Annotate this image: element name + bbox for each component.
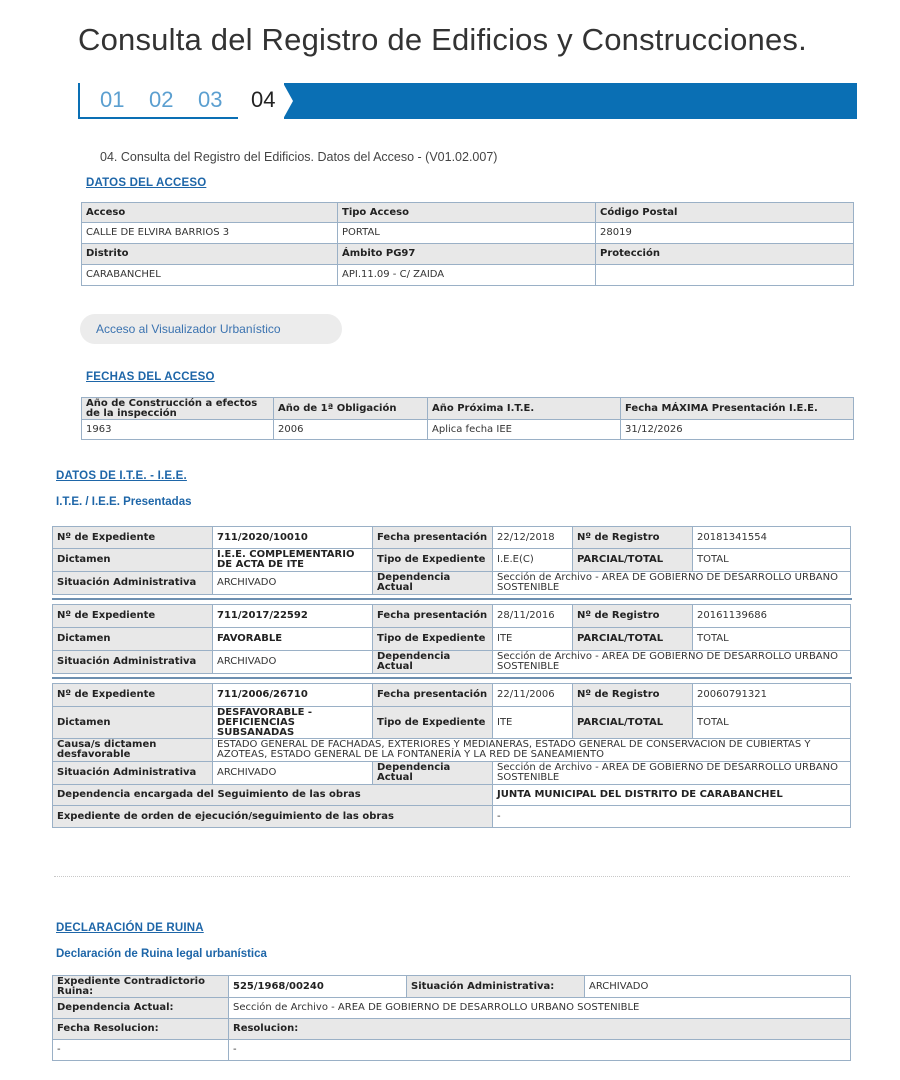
- table-row: [82, 244, 854, 265]
- table-row: [53, 605, 851, 628]
- table-row: [82, 265, 854, 286]
- ruina-legal-label: Declaración de Ruina legal urbanística: [56, 948, 267, 960]
- anio-construccion-value: 1963: [82, 420, 274, 440]
- anio-obligacion-value: 2006: [274, 420, 428, 440]
- datos-ite-link[interactable]: DATOS DE I.T.E. - I.E.E.: [56, 470, 187, 482]
- situacion-label: Situación Administrativa: [53, 762, 213, 785]
- ite-block-3: [52, 683, 851, 828]
- situacion-label: Situación Administrativa: [53, 651, 213, 674]
- table-row: [53, 1040, 851, 1061]
- table-row: [53, 998, 851, 1019]
- ite-block-2: [52, 604, 851, 674]
- dictamen-value: I.E.E. COMPLEMENTARIO DE ACTA DE ITE: [213, 549, 373, 572]
- anio-proxima-ite-value: Aplica fecha IEE: [428, 420, 621, 440]
- table-row: [53, 785, 851, 806]
- section-divider: [54, 876, 850, 877]
- tipo-label: Tipo de Expediente: [373, 549, 493, 572]
- expediente-value[interactable]: 711/2017/22592: [213, 605, 373, 628]
- parcial-value: TOTAL: [693, 707, 851, 739]
- expediente-orden-label: Expediente de orden de ejecución/seguimiento de las obras: [53, 806, 493, 828]
- dependencia-value: Sección de Archivo - AREA DE GOBIERNO DE DESARROLLO URBANO SOSTENIBLE: [493, 572, 851, 595]
- acceso-value: CALLE DE ELVIRA BARRIOS 3: [82, 223, 338, 244]
- tipo-acceso-header: Tipo Acceso: [338, 203, 596, 223]
- table-row: [53, 549, 851, 572]
- table-row: [82, 420, 854, 440]
- tipo-label: Tipo de Expediente: [373, 628, 493, 651]
- parcial-label: PARCIAL/TOTAL: [573, 628, 693, 651]
- table-row: [53, 527, 851, 549]
- ruina-expediente-value: 525/1968/00240: [229, 976, 407, 998]
- fecha-label: Fecha presentación: [373, 527, 493, 549]
- dependencia-label: Dependencia Actual: [373, 762, 493, 785]
- table-row: [53, 707, 851, 739]
- acceso-table: [81, 202, 854, 286]
- tipo-value: ITE: [493, 707, 573, 739]
- declaracion-ruina-link[interactable]: DECLARACIÓN DE RUINA: [56, 922, 204, 934]
- anio-proxima-ite-header: Año Próxima I.T.E.: [428, 398, 621, 420]
- fecha-label: Fecha presentación: [373, 684, 493, 707]
- table-row: [53, 572, 851, 595]
- acceso-header: Acceso: [82, 203, 338, 223]
- registro-value: 20161139686: [693, 605, 851, 628]
- dependencia-label: Dependencia Actual: [373, 651, 493, 674]
- dictamen-label: Dictamen: [53, 707, 213, 739]
- tipo-label: Tipo de Expediente: [373, 707, 493, 739]
- ruina-resolucion-value: -: [229, 1040, 851, 1061]
- registro-label: Nº de Registro: [573, 527, 693, 549]
- fecha-value: 22/11/2006: [493, 684, 573, 707]
- ruina-situacion-value: ARCHIVADO: [585, 976, 851, 998]
- distrito-header: Distrito: [82, 244, 338, 265]
- expediente-label: Nº de Expediente: [53, 527, 213, 549]
- dependencia-value: Sección de Archivo - AREA DE GOBIERNO DE DESARROLLO URBANO SOSTENIBLE: [493, 762, 851, 785]
- table-row: [53, 684, 851, 707]
- page-subtitle: 04. Consulta del Registro del Edificios. Datos del Acceso - (V01.02.007): [100, 150, 498, 164]
- tipo-value: I.E.E(C): [493, 549, 573, 572]
- tipo-acceso-value: PORTAL: [338, 223, 596, 244]
- anio-construccion-header: Año de Construcción a efectos de la inspección: [82, 398, 274, 420]
- visualizador-urbanistico-button[interactable]: Acceso al Visualizador Urbanístico: [80, 314, 342, 344]
- registro-value: 20181341554: [693, 527, 851, 549]
- table-row: [82, 398, 854, 420]
- ruina-situacion-label: Situación Administrativa:: [407, 976, 585, 998]
- page-title: Consulta del Registro de Edificios y Construcciones.: [78, 22, 807, 57]
- step-02[interactable]: 02: [149, 87, 174, 112]
- table-row: [53, 806, 851, 828]
- fecha-label: Fecha presentación: [373, 605, 493, 628]
- fecha-value: 28/11/2016: [493, 605, 573, 628]
- table-row: [53, 976, 851, 998]
- ruina-table: [52, 975, 851, 1061]
- distrito-value: CARABANCHEL: [82, 265, 338, 286]
- parcial-label: PARCIAL/TOTAL: [573, 549, 693, 572]
- fecha-maxima-header: Fecha MÁXIMA Presentación I.E.E.: [621, 398, 854, 420]
- causa-label: Causa/s dictamen desfavorable: [53, 739, 213, 762]
- ruina-fecha-label: Fecha Resolucion:: [53, 1019, 229, 1040]
- table-row: [53, 762, 851, 785]
- parcial-label: PARCIAL/TOTAL: [573, 707, 693, 739]
- registro-value: 20060791321: [693, 684, 851, 707]
- expediente-value[interactable]: 711/2006/26710: [213, 684, 373, 707]
- table-row: [82, 203, 854, 223]
- codigo-postal-value: 28019: [596, 223, 854, 244]
- ruina-dependencia-label: Dependencia Actual:: [53, 998, 229, 1019]
- expediente-label: Nº de Expediente: [53, 684, 213, 707]
- situacion-label: Situación Administrativa: [53, 572, 213, 595]
- ambito-header: Ámbito PG97: [338, 244, 596, 265]
- dictamen-label: Dictamen: [53, 628, 213, 651]
- step-indicator: [78, 83, 857, 119]
- codigo-postal-header: Código Postal: [596, 203, 854, 223]
- ruina-resolucion-label: Resolucion:: [229, 1019, 851, 1040]
- fechas-acceso-link[interactable]: FECHAS DEL ACCESO: [86, 371, 215, 383]
- registro-label: Nº de Registro: [573, 605, 693, 628]
- fecha-value: 22/12/2018: [493, 527, 573, 549]
- proteccion-header: Protección: [596, 244, 854, 265]
- dependencia-seguimiento-label: Dependencia encargada del Seguimiento de las obras: [53, 785, 493, 806]
- proteccion-value: [596, 265, 854, 286]
- dictamen-label: Dictamen: [53, 549, 213, 572]
- ambito-value: API.11.09 - C/ ZAIDA: [338, 265, 596, 286]
- ruina-dependencia-value: Sección de Archivo - AREA DE GOBIERNO DE DESARROLLO URBANO SOSTENIBLE: [229, 998, 851, 1019]
- situacion-value: ARCHIVADO: [213, 651, 373, 674]
- dependencia-label: Dependencia Actual: [373, 572, 493, 595]
- parcial-value: TOTAL: [693, 628, 851, 651]
- situacion-value: ARCHIVADO: [213, 762, 373, 785]
- step-01[interactable]: 01: [100, 87, 125, 112]
- ruina-expediente-label: Expediente Contradictorio Ruina:: [53, 976, 229, 998]
- situacion-value: ARCHIVADO: [213, 572, 373, 595]
- datos-acceso-link[interactable]: DATOS DEL ACCESO: [86, 177, 207, 189]
- fecha-maxima-value: 31/12/2026: [621, 420, 854, 440]
- tipo-value: ITE: [493, 628, 573, 651]
- step-04: 04: [251, 87, 276, 112]
- table-row: [53, 739, 851, 762]
- dictamen-value: DESFAVORABLE - DEFICIENCIAS SUBSANADAS: [213, 707, 373, 739]
- anio-obligacion-header: Año de 1ª Obligación: [274, 398, 428, 420]
- fechas-table: [81, 397, 854, 440]
- table-row: [53, 1019, 851, 1040]
- dictamen-value: FAVORABLE: [213, 628, 373, 651]
- expediente-value[interactable]: 711/2020/10010: [213, 527, 373, 549]
- expediente-label: Nº de Expediente: [53, 605, 213, 628]
- causa-value: ESTADO GENERAL DE FACHADAS, EXTERIORES Y MEDIANERAS, ESTADO GENERAL DE CONSERVACIÓN DE CUBIERTAS Y AZOTEAS, ESTADO GENERAL DE LA FONTANERÍA Y LA RED DE SANEAMIENTO: [213, 739, 851, 762]
- ite-block-1: [52, 526, 851, 595]
- table-row: [82, 223, 854, 244]
- dependencia-seguimiento-value: JUNTA MUNICIPAL DEL DISTRITO DE CARABANCHEL: [493, 785, 851, 806]
- table-row: [53, 651, 851, 674]
- expediente-orden-value: -: [493, 806, 851, 828]
- ruina-fecha-value: -: [53, 1040, 229, 1061]
- registro-label: Nº de Registro: [573, 684, 693, 707]
- step-03[interactable]: 03: [198, 87, 223, 112]
- table-row: [53, 628, 851, 651]
- ite-presentadas-label: I.T.E. / I.E.E. Presentadas: [56, 496, 192, 508]
- dependencia-value: Sección de Archivo - AREA DE GOBIERNO DE DESARROLLO URBANO SOSTENIBLE: [493, 651, 851, 674]
- parcial-value: TOTAL: [693, 549, 851, 572]
